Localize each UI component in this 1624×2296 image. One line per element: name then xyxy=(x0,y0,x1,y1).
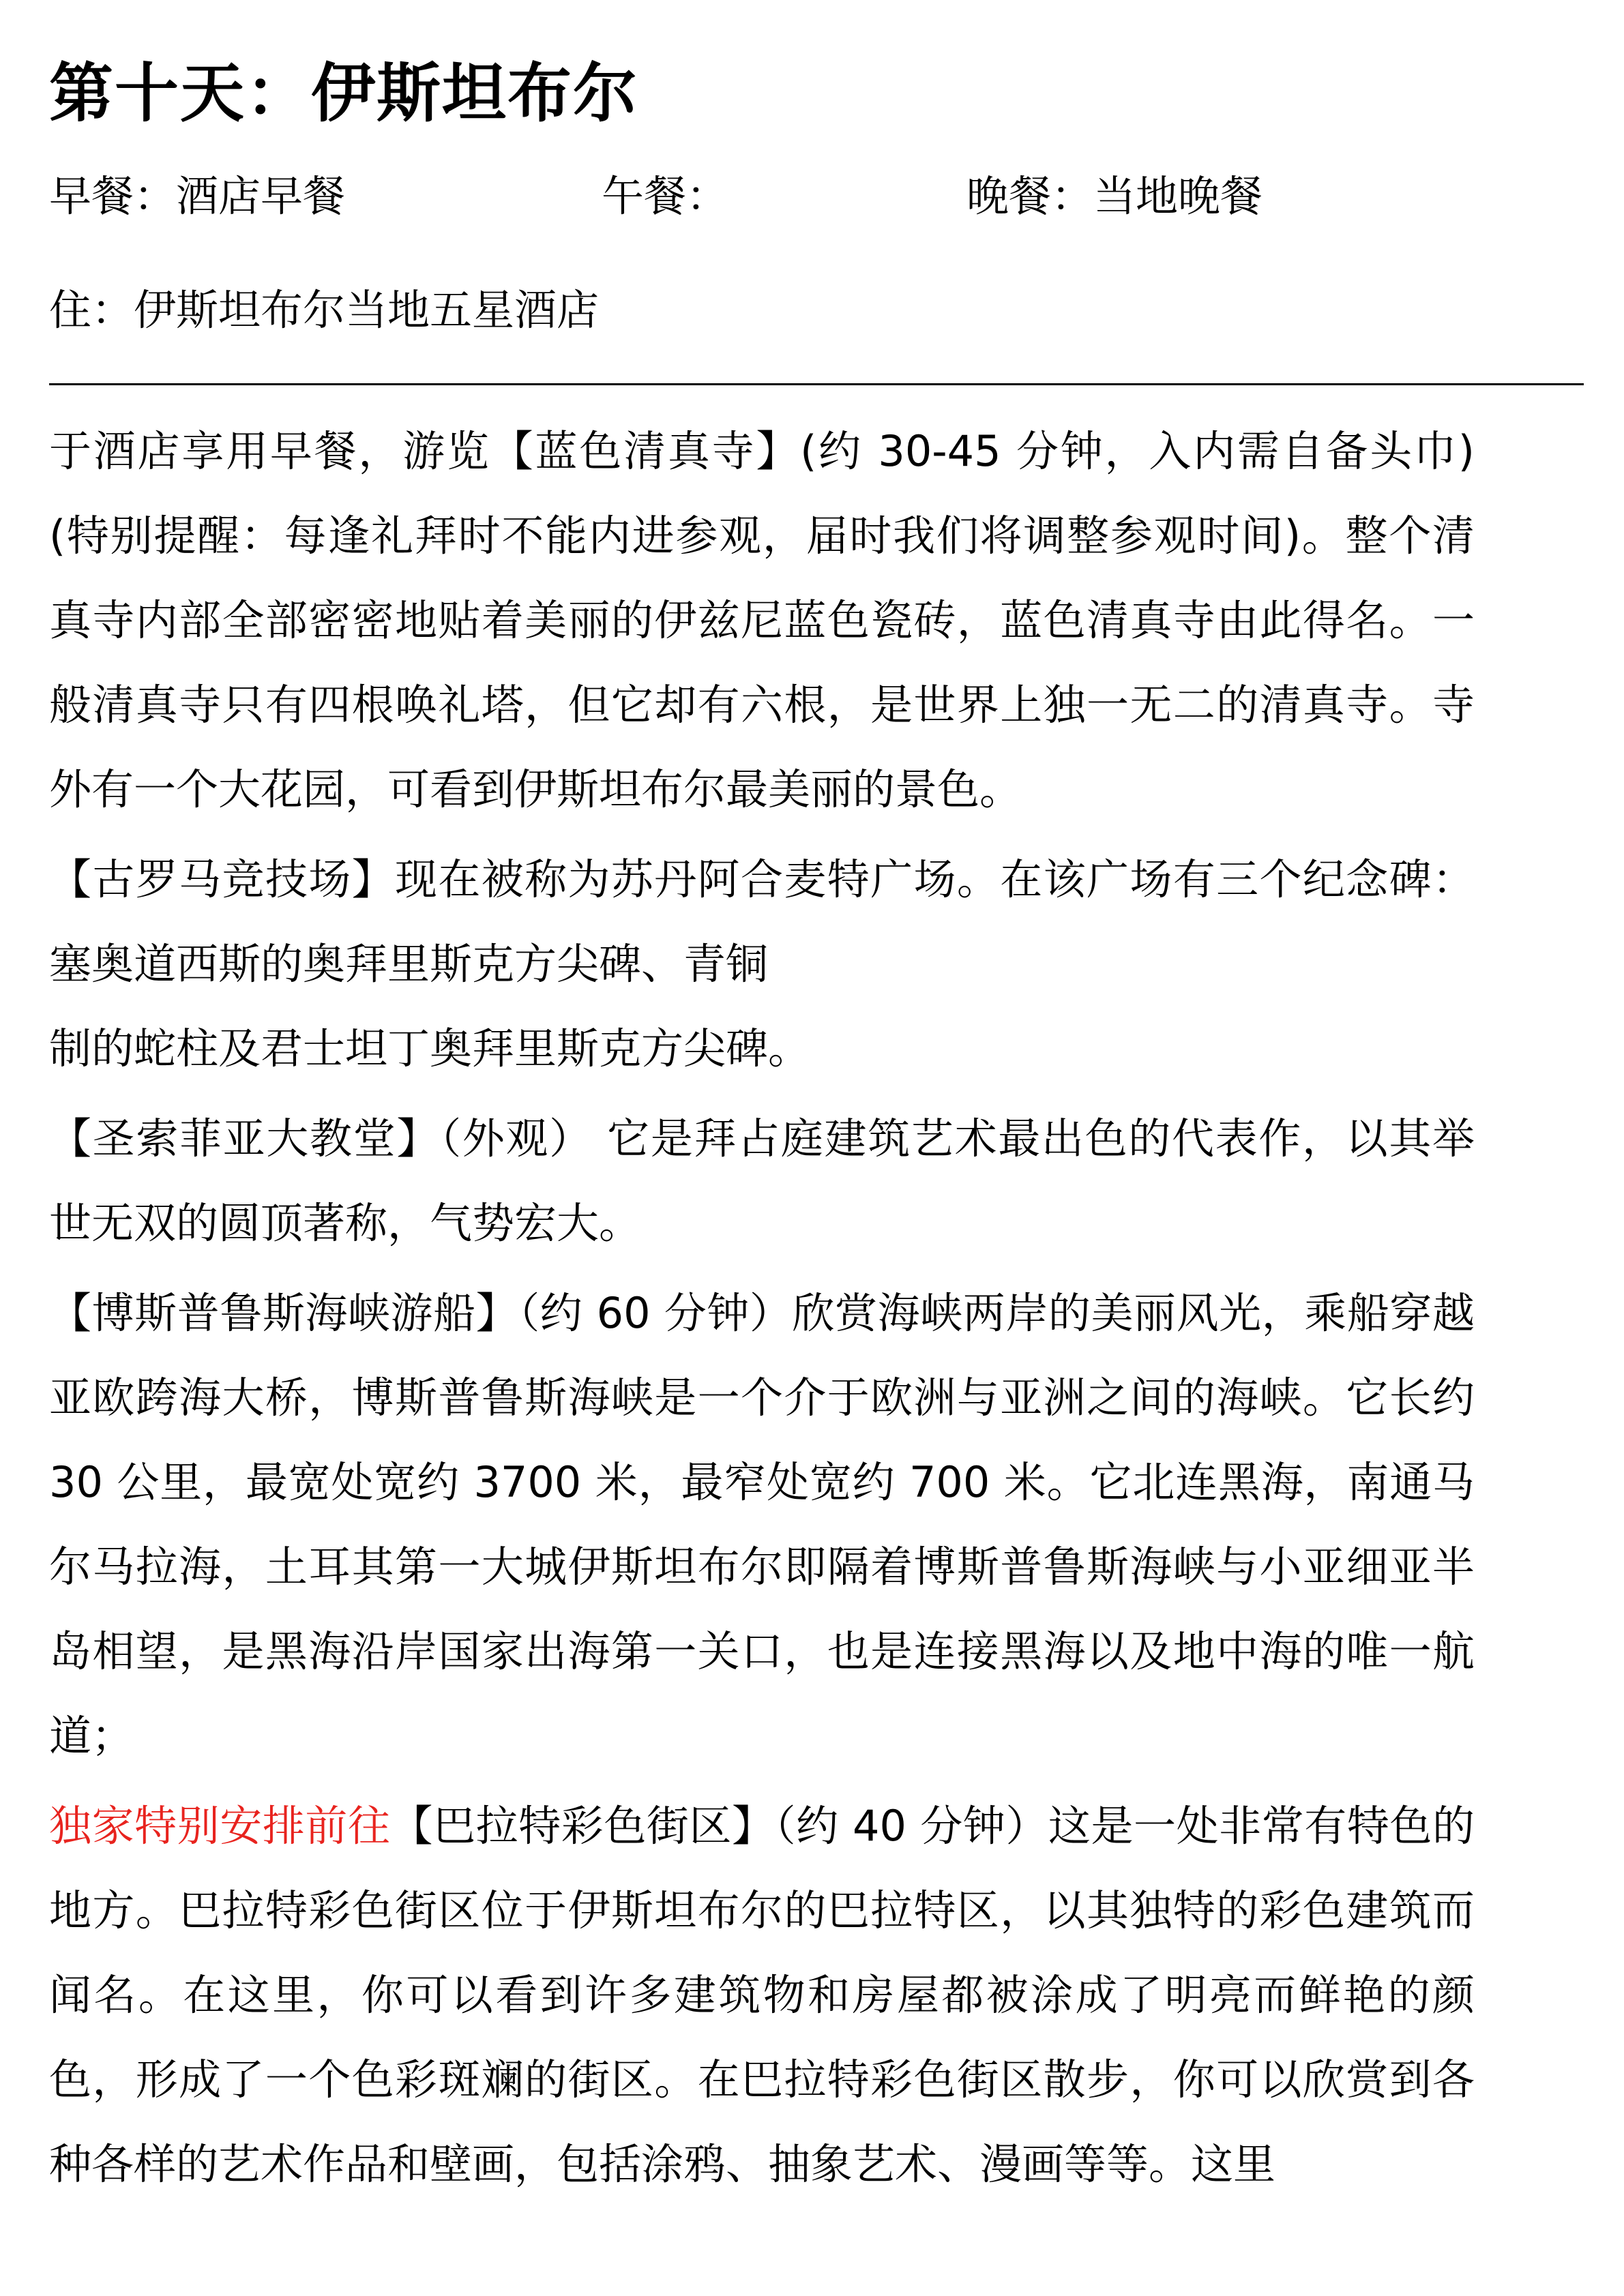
dinner-info: 晚餐：当地晚餐 xyxy=(966,171,1263,221)
paragraph-balat-district xyxy=(49,1784,1475,2207)
itinerary-body xyxy=(49,409,1475,2212)
paragraph-hagia-sophia: 【圣索菲亚大教堂】（外观） 它是拜占庭建筑艺术最出色的代表作，以其举世无双的圆顶著称，气势宏大。 xyxy=(49,1114,1475,1248)
lunch-info: 午餐： xyxy=(602,171,729,221)
paragraph-hippodrome-continued: 制的蛇柱及君士坦丁奥拜里斯克方尖碑。 xyxy=(49,1024,811,1073)
meals-row xyxy=(49,162,1577,230)
paragraph-balat-text: 【巴拉特彩色街区】（约 40 分钟）这是一处非常有特色的地方。巴拉特彩色街区位于伊斯坦布尔的巴拉特区，以其独特的彩色建筑而闻名。在这里，你可以看到许多建筑物和房屋都被涂成了明亮而鲜艳的颜色，形成了一个色彩斑斓的街区。在巴拉特彩色街区散步，你可以欣赏到各种各样的艺术作品和壁画，包括涂鸦、抽象艺术、漫画等等。这里 xyxy=(49,1801,1475,2189)
breakfast-info: 早餐：酒店早餐 xyxy=(49,171,346,221)
paragraph-blue-mosque: 于酒店享用早餐，游览【蓝色清真寺】(约 30-45 分钟，入内需自备头巾) (特别提醒：每逢礼拜时不能内进参观，届时我们将调整参观时间)。整个清真寺内部全部密密地贴着美丽的伊兹尼蓝色瓷砖，蓝色清真寺由此得名。一般清真寺只有四根唤礼塔，但它却有六根，是世界上独一无二的清真寺。寺外有一个大花园，可看到伊斯坦布尔最美丽的景色。 xyxy=(49,426,1475,814)
highlight-text: 独家特别安排前往 xyxy=(49,1801,391,1851)
page-title: 第十天：伊斯坦布尔 xyxy=(49,57,639,131)
divider xyxy=(49,383,1584,385)
paragraph-bosphorus-cruise: 【博斯普鲁斯海峡游船】（约 60 分钟）欣赏海峡两岸的美丽风光，乘船穿越亚欧跨海大桥，博斯普鲁斯海峡是一个介于欧洲与亚洲之间的海峡。它长约 30 公里，最宽处宽约 3700 米，最窄处宽约 700 米。它北连黑海，南通马尔马拉海，土耳其第一大城伊斯坦布尔即隔着博斯普鲁斯海峡与小亚细亚半岛相望，是黑海沿岸国家出海第一关口，也是连接黑海以及地中海的唯一航道； xyxy=(49,1288,1475,1761)
hotel-info: 住：伊斯坦布尔当地五星酒店 xyxy=(49,285,600,335)
paragraph-hippodrome: 【古罗马竞技场】现在被称为苏丹阿合麦特广场。在该广场有三个纪念碑：塞奥道西斯的奥拜里斯克方尖碑、青铜 xyxy=(49,854,1475,989)
